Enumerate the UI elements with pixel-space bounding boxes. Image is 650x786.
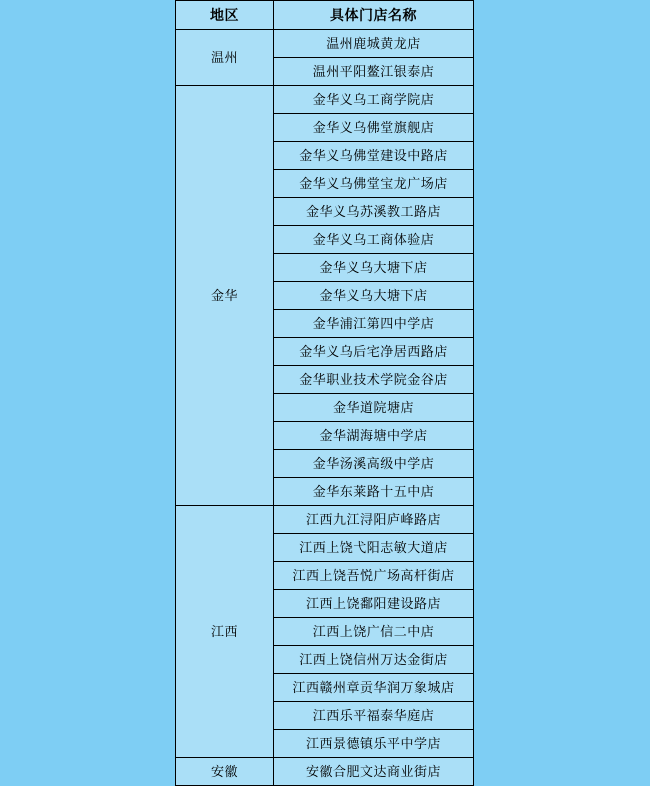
- region-cell: 江西: [176, 506, 274, 758]
- store-name-cell: 江西九江浔阳庐峰路店: [274, 506, 474, 534]
- column-header-store-name: 具体门店名称: [274, 1, 474, 30]
- store-name-cell: 温州平阳鳌江银泰店: [274, 58, 474, 86]
- store-name-cell: 金华义乌工商体验店: [274, 226, 474, 254]
- table-body: [176, 30, 474, 786]
- store-name-cell: 江西上饶弋阳志敏大道店: [274, 534, 474, 562]
- store-name-cell: 温州鹿城黄龙店: [274, 30, 474, 58]
- region-cell: 安徽: [176, 758, 274, 786]
- store-name-cell: 金华职业技术学院金谷店: [274, 366, 474, 394]
- store-name-cell: 江西乐平福泰华庭店: [274, 702, 474, 730]
- store-name-cell: 江西上饶吾悦广场高杆街店: [274, 562, 474, 590]
- table-row: [176, 86, 474, 114]
- store-name-cell: 金华义乌苏溪教工路店: [274, 198, 474, 226]
- table-header-row: [176, 1, 474, 30]
- store-name-cell: 金华湖海塘中学店: [274, 422, 474, 450]
- store-name-cell: 金华浦江第四中学店: [274, 310, 474, 338]
- store-name-cell: 江西上饶鄱阳建设路店: [274, 590, 474, 618]
- column-header-region: 地区: [176, 1, 274, 30]
- store-name-cell: 金华汤溪高级中学店: [274, 450, 474, 478]
- store-name-cell: 金华义乌大塘下店: [274, 282, 474, 310]
- store-name-cell: 江西赣州章贡华润万象城店: [274, 674, 474, 702]
- region-cell: 温州: [176, 30, 274, 86]
- store-name-cell: 江西上饶信州万达金街店: [274, 646, 474, 674]
- store-list-table: [175, 0, 474, 786]
- table-header: [176, 1, 474, 30]
- store-name-cell: 安徽合肥文达商业街店: [274, 758, 474, 786]
- table-row: [176, 30, 474, 58]
- store-name-cell: 金华义乌佛堂宝龙广场店: [274, 170, 474, 198]
- store-name-cell: 金华道院塘店: [274, 394, 474, 422]
- store-name-cell: 金华义乌大塘下店: [274, 254, 474, 282]
- store-name-cell: 金华义乌佛堂旗舰店: [274, 114, 474, 142]
- store-name-cell: 金华义乌工商学院店: [274, 86, 474, 114]
- store-name-cell: 江西上饶广信二中店: [274, 618, 474, 646]
- table-row: [176, 506, 474, 534]
- table-row: [176, 758, 474, 786]
- store-name-cell: 江西景德镇乐平中学店: [274, 730, 474, 758]
- region-cell: 金华: [176, 86, 274, 506]
- store-name-cell: 金华义乌佛堂建设中路店: [274, 142, 474, 170]
- store-name-cell: 金华东莱路十五中店: [274, 478, 474, 506]
- store-name-cell: 金华义乌后宅净居西路店: [274, 338, 474, 366]
